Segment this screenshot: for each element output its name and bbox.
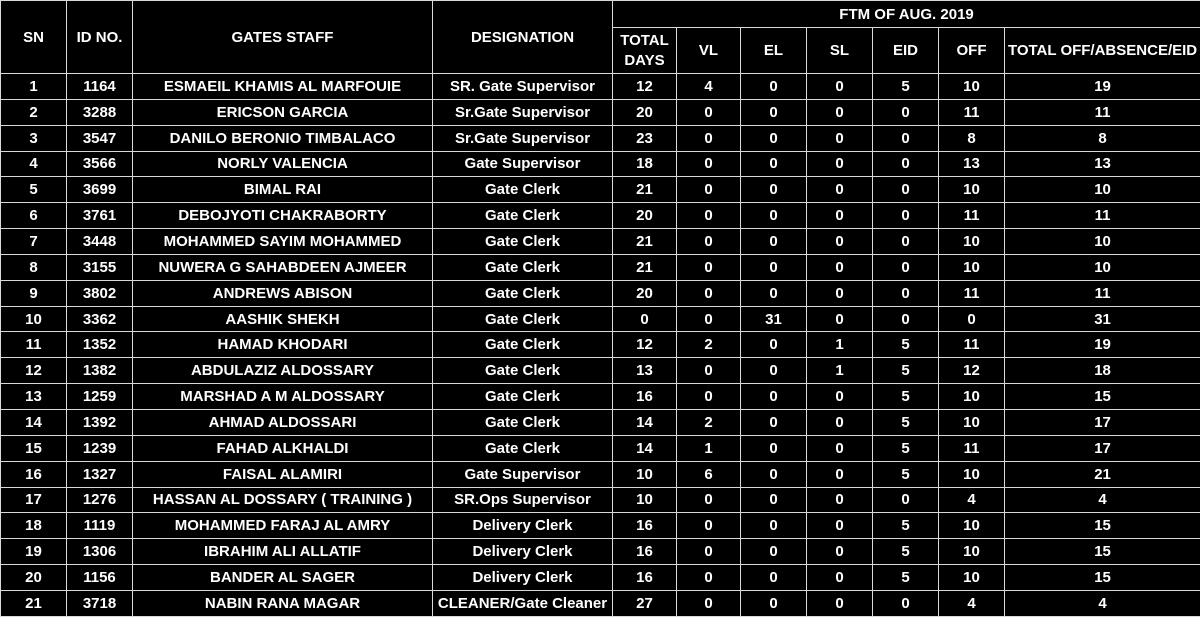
cell-vl: 2 xyxy=(677,409,741,435)
cell-id: 3761 xyxy=(67,203,133,229)
cell-sn: 4 xyxy=(1,151,67,177)
cell-staff-name: BANDER AL SAGER xyxy=(133,565,433,591)
cell-sn: 17 xyxy=(1,487,67,513)
cell-id: 3699 xyxy=(67,177,133,203)
header-vl: VL xyxy=(677,28,741,74)
cell-off: 4 xyxy=(939,590,1005,616)
cell-id: 3362 xyxy=(67,306,133,332)
cell-sl: 0 xyxy=(807,539,873,565)
cell-designation: Gate Clerk xyxy=(433,280,613,306)
cell-id: 3288 xyxy=(67,99,133,125)
cell-total-days: 21 xyxy=(613,229,677,255)
cell-designation: Gate Clerk xyxy=(433,254,613,280)
cell-vl: 2 xyxy=(677,332,741,358)
cell-vl: 0 xyxy=(677,565,741,591)
cell-eid: 0 xyxy=(873,125,939,151)
cell-off: 4 xyxy=(939,487,1005,513)
cell-id: 1259 xyxy=(67,384,133,410)
cell-sl: 0 xyxy=(807,306,873,332)
cell-staff-name: BIMAL RAI xyxy=(133,177,433,203)
cell-el: 0 xyxy=(741,177,807,203)
cell-total-off: 15 xyxy=(1005,513,1200,539)
cell-staff-name: NABIN RANA MAGAR xyxy=(133,590,433,616)
cell-sn: 14 xyxy=(1,409,67,435)
table-row xyxy=(1,384,1200,410)
header-el: EL xyxy=(741,28,807,74)
cell-total-days: 14 xyxy=(613,409,677,435)
cell-designation: SR. Gate Supervisor xyxy=(433,74,613,100)
cell-sl: 1 xyxy=(807,332,873,358)
cell-total-off: 15 xyxy=(1005,565,1200,591)
cell-id: 3547 xyxy=(67,125,133,151)
cell-designation: Gate Clerk xyxy=(433,177,613,203)
cell-vl: 0 xyxy=(677,539,741,565)
cell-total-off: 11 xyxy=(1005,99,1200,125)
cell-staff-name: FAISAL ALAMIRI xyxy=(133,461,433,487)
cell-total-days: 12 xyxy=(613,74,677,100)
cell-eid: 5 xyxy=(873,74,939,100)
header-group-ftm: FTM OF AUG. 2019 xyxy=(613,1,1200,28)
cell-el: 0 xyxy=(741,125,807,151)
cell-total-days: 21 xyxy=(613,254,677,280)
table-row xyxy=(1,99,1200,125)
cell-el: 0 xyxy=(741,539,807,565)
cell-sn: 2 xyxy=(1,99,67,125)
cell-sn: 5 xyxy=(1,177,67,203)
table-row xyxy=(1,280,1200,306)
cell-id: 1276 xyxy=(67,487,133,513)
cell-staff-name: IBRAHIM ALI ALLATIF xyxy=(133,539,433,565)
cell-off: 10 xyxy=(939,74,1005,100)
cell-total-days: 27 xyxy=(613,590,677,616)
cell-total-off: 31 xyxy=(1005,306,1200,332)
cell-vl: 6 xyxy=(677,461,741,487)
cell-sn: 6 xyxy=(1,203,67,229)
cell-total-days: 0 xyxy=(613,306,677,332)
cell-off: 11 xyxy=(939,203,1005,229)
cell-eid: 5 xyxy=(873,435,939,461)
cell-el: 0 xyxy=(741,487,807,513)
cell-staff-name: AHMAD ALDOSSARI xyxy=(133,409,433,435)
cell-vl: 0 xyxy=(677,254,741,280)
header-sl: SL xyxy=(807,28,873,74)
cell-eid: 0 xyxy=(873,590,939,616)
cell-sn: 8 xyxy=(1,254,67,280)
cell-sl: 0 xyxy=(807,177,873,203)
cell-sn: 15 xyxy=(1,435,67,461)
cell-eid: 0 xyxy=(873,229,939,255)
table-row xyxy=(1,125,1200,151)
cell-off: 10 xyxy=(939,539,1005,565)
cell-sn: 11 xyxy=(1,332,67,358)
cell-total-off: 21 xyxy=(1005,461,1200,487)
cell-total-days: 16 xyxy=(613,565,677,591)
table-row xyxy=(1,461,1200,487)
cell-eid: 5 xyxy=(873,384,939,410)
cell-staff-name: ANDREWS ABISON xyxy=(133,280,433,306)
cell-el: 0 xyxy=(741,99,807,125)
cell-staff-name: HASSAN AL DOSSARY ( TRAINING ) xyxy=(133,487,433,513)
table-row xyxy=(1,435,1200,461)
cell-designation: Sr.Gate Supervisor xyxy=(433,99,613,125)
cell-el: 0 xyxy=(741,358,807,384)
cell-vl: 0 xyxy=(677,487,741,513)
cell-off: 10 xyxy=(939,177,1005,203)
cell-el: 0 xyxy=(741,151,807,177)
cell-sn: 10 xyxy=(1,306,67,332)
cell-id: 1327 xyxy=(67,461,133,487)
cell-eid: 0 xyxy=(873,203,939,229)
cell-staff-name: ERICSON GARCIA xyxy=(133,99,433,125)
cell-sl: 0 xyxy=(807,229,873,255)
cell-id: 3448 xyxy=(67,229,133,255)
cell-staff-name: MARSHAD A M ALDOSSARY xyxy=(133,384,433,410)
cell-vl: 0 xyxy=(677,384,741,410)
cell-el: 0 xyxy=(741,435,807,461)
cell-total-days: 23 xyxy=(613,125,677,151)
cell-off: 12 xyxy=(939,358,1005,384)
cell-off: 8 xyxy=(939,125,1005,151)
cell-off: 10 xyxy=(939,461,1005,487)
cell-total-off: 8 xyxy=(1005,125,1200,151)
cell-designation: Gate Clerk xyxy=(433,409,613,435)
table-row xyxy=(1,177,1200,203)
table-row xyxy=(1,151,1200,177)
cell-sn: 3 xyxy=(1,125,67,151)
cell-id: 1382 xyxy=(67,358,133,384)
cell-total-off: 11 xyxy=(1005,203,1200,229)
cell-vl: 4 xyxy=(677,74,741,100)
table-row xyxy=(1,565,1200,591)
cell-sl: 0 xyxy=(807,461,873,487)
cell-total-off: 13 xyxy=(1005,151,1200,177)
cell-eid: 0 xyxy=(873,151,939,177)
cell-eid: 5 xyxy=(873,565,939,591)
cell-total-off: 17 xyxy=(1005,409,1200,435)
cell-total-off: 15 xyxy=(1005,539,1200,565)
cell-designation: Gate Clerk xyxy=(433,229,613,255)
cell-staff-name: AASHIK SHEKH xyxy=(133,306,433,332)
cell-designation: Gate Clerk xyxy=(433,384,613,410)
cell-id: 3566 xyxy=(67,151,133,177)
cell-sl: 0 xyxy=(807,409,873,435)
cell-total-days: 12 xyxy=(613,332,677,358)
cell-designation: Delivery Clerk xyxy=(433,513,613,539)
cell-eid: 5 xyxy=(873,409,939,435)
table-row xyxy=(1,487,1200,513)
cell-el: 0 xyxy=(741,384,807,410)
cell-el: 31 xyxy=(741,306,807,332)
cell-designation: SR.Ops Supervisor xyxy=(433,487,613,513)
cell-designation: Gate Supervisor xyxy=(433,461,613,487)
cell-sl: 0 xyxy=(807,565,873,591)
cell-sl: 0 xyxy=(807,487,873,513)
cell-sn: 1 xyxy=(1,74,67,100)
cell-vl: 0 xyxy=(677,203,741,229)
cell-vl: 0 xyxy=(677,125,741,151)
cell-total-days: 10 xyxy=(613,487,677,513)
table-row xyxy=(1,409,1200,435)
cell-eid: 5 xyxy=(873,513,939,539)
cell-el: 0 xyxy=(741,203,807,229)
cell-staff-name: MOHAMMED FARAJ AL AMRY xyxy=(133,513,433,539)
cell-id: 1119 xyxy=(67,513,133,539)
cell-sl: 0 xyxy=(807,203,873,229)
cell-sl: 0 xyxy=(807,254,873,280)
cell-designation: Gate Clerk xyxy=(433,358,613,384)
cell-staff-name: DANILO BERONIO TIMBALACO xyxy=(133,125,433,151)
cell-designation: Gate Supervisor xyxy=(433,151,613,177)
cell-total-days: 16 xyxy=(613,513,677,539)
cell-designation: CLEANER/Gate Cleaner xyxy=(433,590,613,616)
cell-sn: 9 xyxy=(1,280,67,306)
cell-off: 10 xyxy=(939,565,1005,591)
cell-staff-name: DEBOJYOTI CHAKRABORTY xyxy=(133,203,433,229)
cell-sn: 16 xyxy=(1,461,67,487)
cell-id: 1156 xyxy=(67,565,133,591)
cell-eid: 0 xyxy=(873,306,939,332)
cell-el: 0 xyxy=(741,229,807,255)
cell-vl: 0 xyxy=(677,280,741,306)
cell-total-days: 18 xyxy=(613,151,677,177)
cell-eid: 0 xyxy=(873,99,939,125)
table-row xyxy=(1,254,1200,280)
cell-off: 0 xyxy=(939,306,1005,332)
cell-sn: 13 xyxy=(1,384,67,410)
cell-el: 0 xyxy=(741,332,807,358)
cell-id: 1164 xyxy=(67,74,133,100)
cell-total-off: 17 xyxy=(1005,435,1200,461)
cell-eid: 5 xyxy=(873,332,939,358)
cell-eid: 0 xyxy=(873,487,939,513)
cell-sl: 0 xyxy=(807,435,873,461)
cell-sl: 0 xyxy=(807,74,873,100)
cell-sl: 0 xyxy=(807,99,873,125)
cell-off: 10 xyxy=(939,254,1005,280)
cell-id: 1239 xyxy=(67,435,133,461)
cell-staff-name: ESMAEIL KHAMIS AL MARFOUIE xyxy=(133,74,433,100)
header-eid: EID xyxy=(873,28,939,74)
cell-sn: 19 xyxy=(1,539,67,565)
cell-sn: 12 xyxy=(1,358,67,384)
cell-sl: 0 xyxy=(807,125,873,151)
header-id: ID NO. xyxy=(67,1,133,74)
cell-id: 3155 xyxy=(67,254,133,280)
cell-staff-name: NORLY VALENCIA xyxy=(133,151,433,177)
cell-off: 11 xyxy=(939,99,1005,125)
table-row xyxy=(1,539,1200,565)
cell-staff-name: NUWERA G SAHABDEEN AJMEER xyxy=(133,254,433,280)
cell-off: 11 xyxy=(939,280,1005,306)
table-row xyxy=(1,332,1200,358)
header-total-days: TOTAL DAYS xyxy=(613,28,677,74)
cell-id: 1352 xyxy=(67,332,133,358)
cell-total-off: 4 xyxy=(1005,487,1200,513)
cell-sl: 0 xyxy=(807,384,873,410)
cell-id: 1306 xyxy=(67,539,133,565)
cell-off: 10 xyxy=(939,229,1005,255)
cell-id: 3718 xyxy=(67,590,133,616)
cell-sl: 0 xyxy=(807,590,873,616)
cell-sl: 0 xyxy=(807,513,873,539)
cell-off: 11 xyxy=(939,435,1005,461)
cell-total-off: 19 xyxy=(1005,332,1200,358)
cell-id: 3802 xyxy=(67,280,133,306)
header-sn: SN xyxy=(1,1,67,74)
cell-total-days: 10 xyxy=(613,461,677,487)
table-row xyxy=(1,590,1200,616)
header-total-off: TOTAL OFF/ABSENCE/EID xyxy=(1005,28,1200,74)
cell-eid: 5 xyxy=(873,358,939,384)
cell-total-days: 21 xyxy=(613,177,677,203)
cell-total-off: 10 xyxy=(1005,254,1200,280)
cell-sn: 20 xyxy=(1,565,67,591)
cell-designation: Delivery Clerk xyxy=(433,565,613,591)
cell-vl: 0 xyxy=(677,99,741,125)
cell-designation: Gate Clerk xyxy=(433,332,613,358)
cell-off: 13 xyxy=(939,151,1005,177)
cell-total-off: 10 xyxy=(1005,177,1200,203)
cell-total-off: 19 xyxy=(1005,74,1200,100)
cell-total-days: 13 xyxy=(613,358,677,384)
cell-staff-name: MOHAMMED SAYIM MOHAMMED xyxy=(133,229,433,255)
cell-eid: 0 xyxy=(873,280,939,306)
table-row xyxy=(1,203,1200,229)
cell-total-days: 14 xyxy=(613,435,677,461)
cell-designation: Gate Clerk xyxy=(433,306,613,332)
table-row xyxy=(1,229,1200,255)
cell-el: 0 xyxy=(741,565,807,591)
cell-sl: 0 xyxy=(807,280,873,306)
cell-off: 10 xyxy=(939,409,1005,435)
cell-vl: 0 xyxy=(677,358,741,384)
header-designation: DESIGNATION xyxy=(433,1,613,74)
cell-off: 10 xyxy=(939,513,1005,539)
cell-vl: 0 xyxy=(677,513,741,539)
cell-el: 0 xyxy=(741,409,807,435)
header-off: OFF xyxy=(939,28,1005,74)
cell-vl: 0 xyxy=(677,151,741,177)
cell-off: 11 xyxy=(939,332,1005,358)
cell-designation: Sr.Gate Supervisor xyxy=(433,125,613,151)
cell-total-days: 16 xyxy=(613,539,677,565)
cell-off: 10 xyxy=(939,384,1005,410)
cell-eid: 0 xyxy=(873,254,939,280)
cell-vl: 0 xyxy=(677,306,741,332)
cell-sn: 7 xyxy=(1,229,67,255)
cell-eid: 5 xyxy=(873,461,939,487)
table-row xyxy=(1,358,1200,384)
table-row xyxy=(1,74,1200,100)
cell-vl: 0 xyxy=(677,590,741,616)
cell-designation: Gate Clerk xyxy=(433,435,613,461)
table-row xyxy=(1,306,1200,332)
cell-staff-name: ABDULAZIZ ALDOSSARY xyxy=(133,358,433,384)
cell-el: 0 xyxy=(741,461,807,487)
cell-designation: Delivery Clerk xyxy=(433,539,613,565)
cell-total-days: 16 xyxy=(613,384,677,410)
cell-staff-name: HAMAD KHODARI xyxy=(133,332,433,358)
cell-total-days: 20 xyxy=(613,99,677,125)
cell-sl: 0 xyxy=(807,151,873,177)
cell-vl: 1 xyxy=(677,435,741,461)
cell-el: 0 xyxy=(741,74,807,100)
cell-total-days: 20 xyxy=(613,280,677,306)
cell-designation: Gate Clerk xyxy=(433,203,613,229)
cell-vl: 0 xyxy=(677,229,741,255)
header-gates-staff: GATES STAFF xyxy=(133,1,433,74)
cell-total-off: 11 xyxy=(1005,280,1200,306)
cell-total-off: 4 xyxy=(1005,590,1200,616)
cell-sn: 18 xyxy=(1,513,67,539)
cell-total-off: 10 xyxy=(1005,229,1200,255)
cell-el: 0 xyxy=(741,513,807,539)
cell-total-days: 20 xyxy=(613,203,677,229)
cell-eid: 0 xyxy=(873,177,939,203)
cell-sn: 21 xyxy=(1,590,67,616)
cell-total-off: 15 xyxy=(1005,384,1200,410)
table-row xyxy=(1,513,1200,539)
cell-sl: 1 xyxy=(807,358,873,384)
cell-el: 0 xyxy=(741,590,807,616)
cell-el: 0 xyxy=(741,254,807,280)
cell-total-off: 18 xyxy=(1005,358,1200,384)
cell-eid: 5 xyxy=(873,539,939,565)
cell-staff-name: FAHAD ALKHALDI xyxy=(133,435,433,461)
cell-id: 1392 xyxy=(67,409,133,435)
cell-vl: 0 xyxy=(677,177,741,203)
cell-el: 0 xyxy=(741,280,807,306)
